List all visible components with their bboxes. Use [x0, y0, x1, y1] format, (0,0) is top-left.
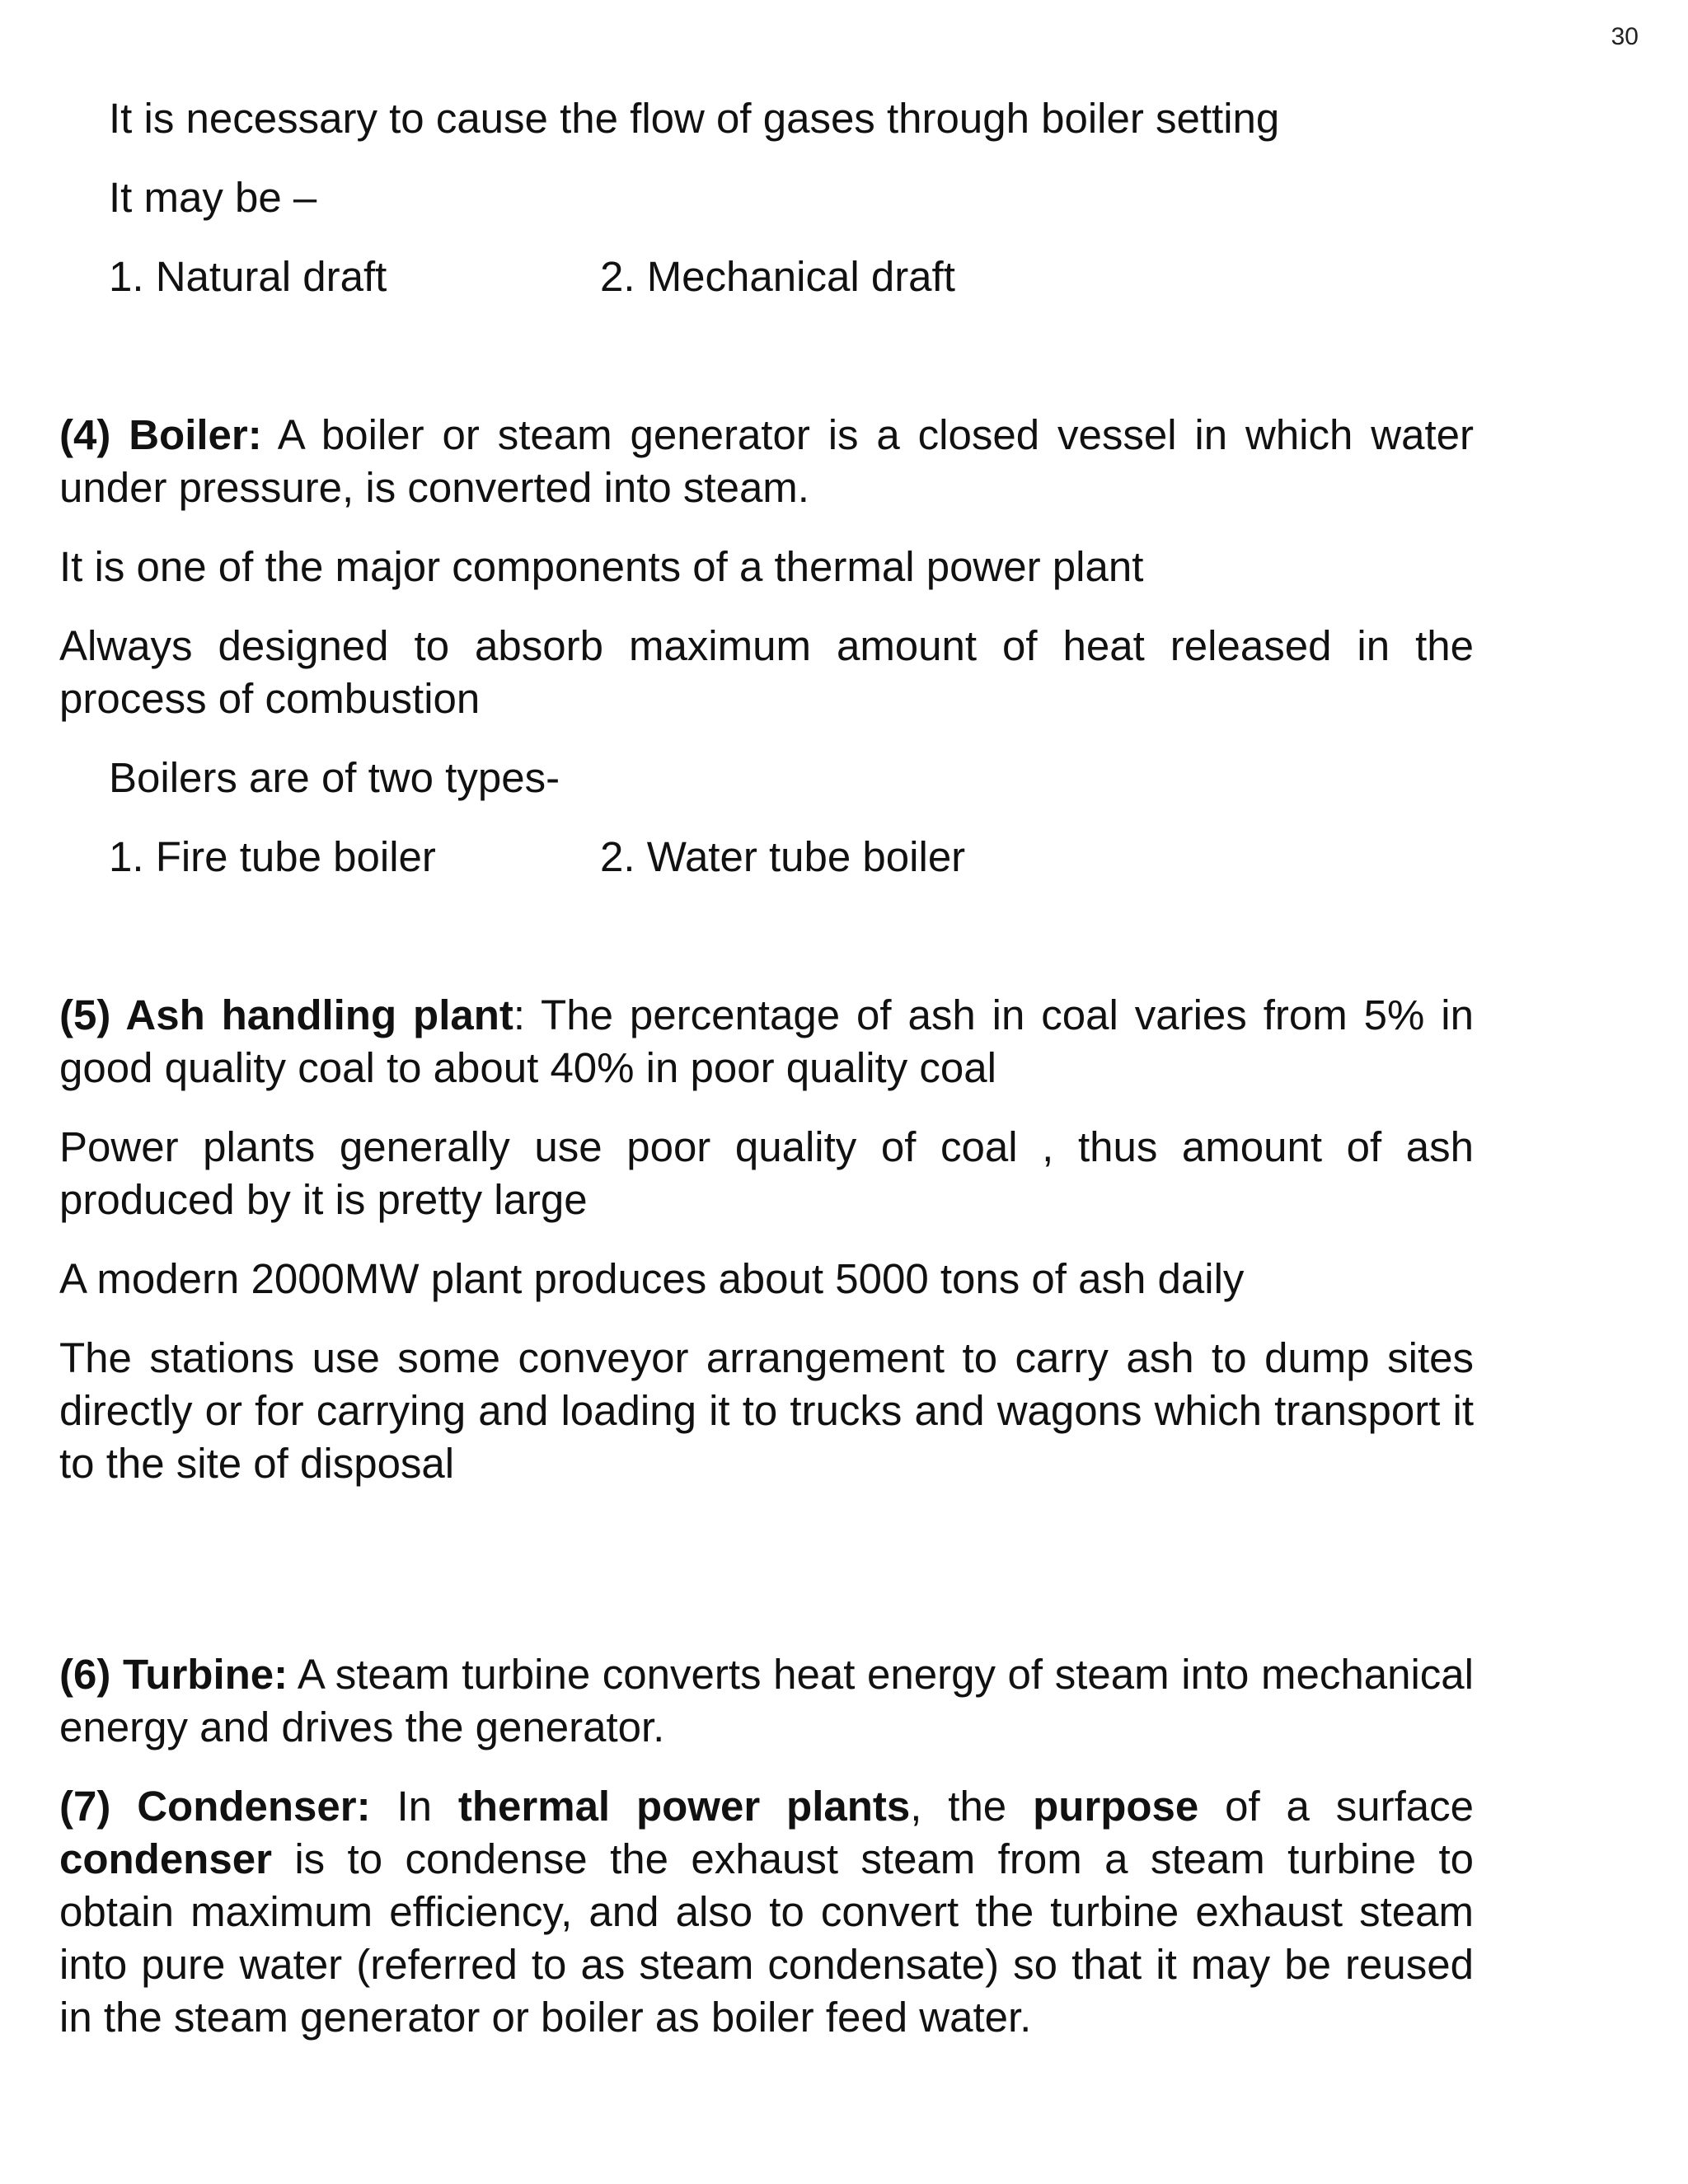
draft-type-mechanical: 2. Mechanical draft — [600, 253, 955, 300]
draft-type-natural: 1. Natural draft — [109, 253, 387, 300]
ash-heading: (5) Ash handling plant — [59, 991, 513, 1038]
draft-types — [59, 251, 1474, 303]
condenser-text-1: In — [370, 1783, 458, 1830]
ash-p2: Power plants generally use poor quality of coal , thus amount of ash produced by it is pretty large — [59, 1123, 1474, 1223]
turbine-text: A steam turbine converts heat energy of steam into mechanical energy and drives the generator. — [59, 1651, 1474, 1750]
turbine-heading: (6) Turbine: — [59, 1651, 288, 1698]
boiler-p3: Always designed to absorb maximum amount of heat released in the process of combustion — [59, 622, 1474, 722]
ash-text: : The percentage of ash in coal varies from 5% in good quality coal to about 40% in poor quality coal — [59, 991, 1474, 1091]
page-number: 30 — [1611, 23, 1639, 50]
boiler-type-fire-tube: 1. Fire tube boiler — [109, 833, 436, 880]
condenser-bold-purpose: purpose — [1033, 1783, 1199, 1830]
ash-p3: A modern 2000MW plant produces about 5000 tons of ash daily — [59, 1255, 1245, 1302]
boiler-heading: (4) Boiler: — [59, 411, 262, 458]
condenser-text-4: is to condense the exhaust steam from a steam turbine to obtain maximum efficiency, and also to convert the turbine exhaust steam into pure water (referred to as steam condensate) so that it may be reused in the steam generator or boiler as boiler feed water. — [59, 1835, 1474, 2041]
page-content — [59, 92, 1474, 2070]
ash-p4: The stations use some conveyor arrangement to carry ash to dump sites directly or for carrying and loading it to trucks and wagons which transport it to the site of disposal — [59, 1334, 1474, 1487]
condenser-text-2: , the — [910, 1783, 1034, 1830]
boiler-p2: It is one of the major components of a thermal power plant — [59, 543, 1144, 590]
boiler-types — [59, 831, 1474, 883]
boiler-type-water-tube: 2. Water tube boiler — [600, 833, 966, 880]
boiler-paragraph — [59, 409, 1474, 514]
condenser-bold-condenser: condenser — [59, 1835, 272, 1882]
draft-line2: It may be – — [109, 174, 317, 221]
condenser-bold-thermal: thermal power plants — [457, 1783, 911, 1830]
boiler-text: A boiler or steam generator is a closed vessel in which water under pressure, is converted into steam. — [59, 411, 1474, 511]
turbine-paragraph — [59, 1648, 1474, 1754]
ash-paragraph — [59, 989, 1474, 1094]
condenser-paragraph — [59, 1780, 1474, 2044]
condenser-heading: (7) Condenser: — [59, 1783, 371, 1830]
boiler-types-intro: Boilers are of two types- — [109, 754, 560, 801]
draft-line1: It is necessary to cause the flow of gases through boiler setting — [109, 95, 1280, 142]
condenser-text-3: of a surface — [1198, 1783, 1475, 1830]
